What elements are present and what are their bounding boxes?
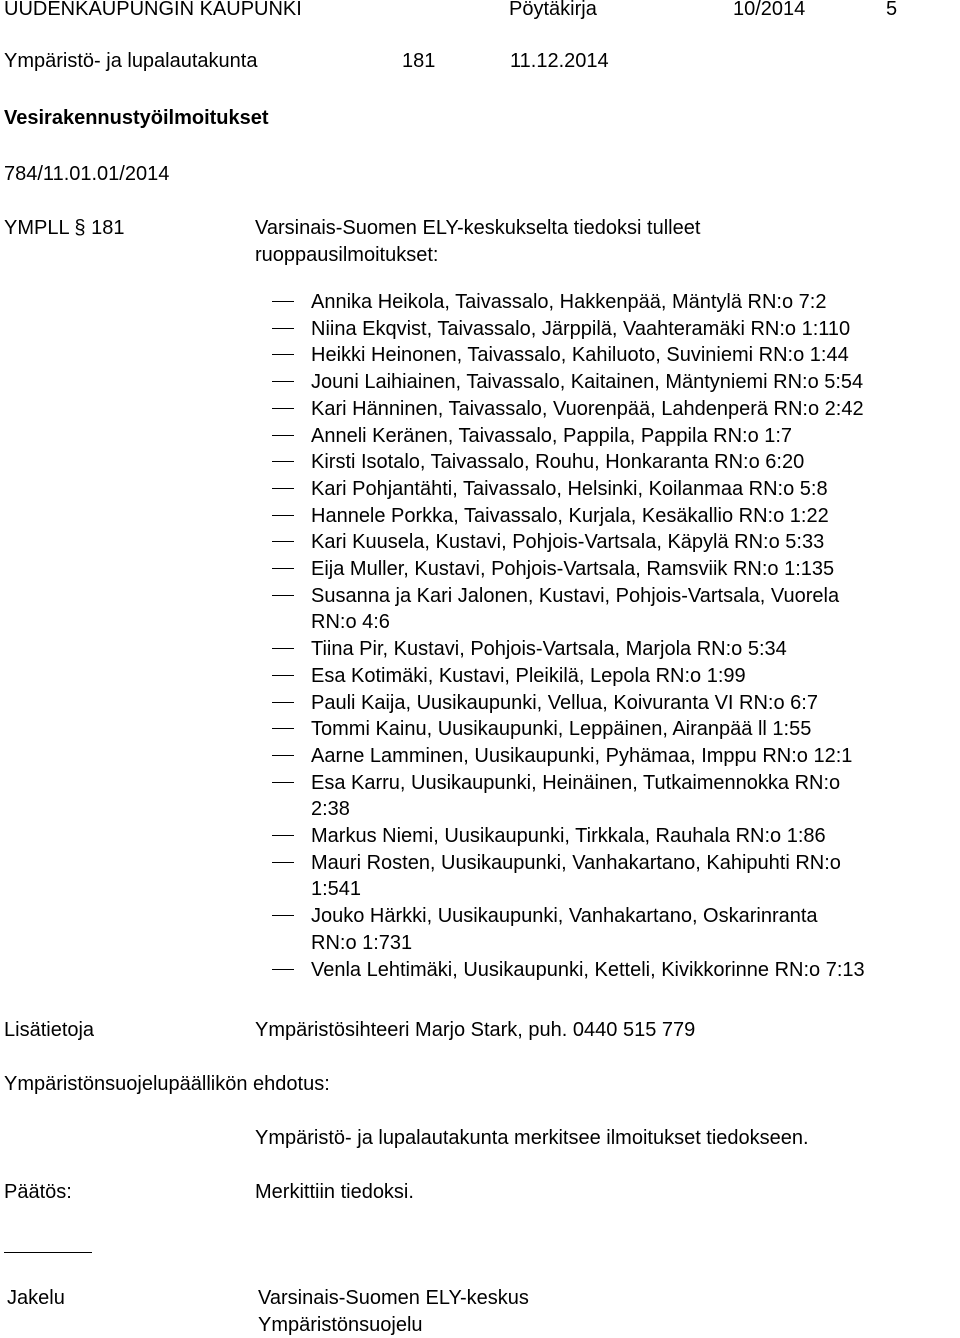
proposal-text: Ympäristö- ja lupalautakunta merkitsee ilmoitukset tiedokseen. [255, 1127, 809, 1149]
notice-text: Annika Heikola, Taivassalo, Hakkenpää, Mäntylä RN:o 7:2 [311, 291, 827, 313]
notice-item [272, 743, 956, 770]
dash-bullet-icon [272, 328, 294, 329]
notice-item [272, 770, 956, 823]
notice-text: Jouni Laihiainen, Taivassalo, Kaitainen, Mäntyniemi RN:o 5:54 [311, 371, 864, 394]
notice-text: Mauri Rosten, Uusikaupunki, Vanhakartano, Kahipuhti RN:o [311, 851, 841, 874]
notice-item [272, 716, 956, 743]
notice-item [272, 663, 956, 690]
dash-bullet-icon [272, 595, 294, 596]
dash-bullet-icon [272, 648, 294, 649]
notice-text: Eija Muller, Kustavi, Pohjois-Vartsala, Ramsviik RN:o 1:135 [311, 558, 835, 580]
notice-text-continued: 2:38 [311, 798, 350, 821]
dash-bullet-icon [272, 702, 294, 703]
notice-text: Niina Ekqvist, Taivassalo, Järppilä, Vaahteramäki RN:o 1:110 [311, 317, 851, 340]
notice-text: Jouko Härkki, Uusikaupunki, Vanhakartano, Oskarinranta [311, 905, 818, 928]
notice-item [272, 957, 956, 984]
distribution-label: Jakelu [7, 1287, 65, 1309]
proposal-label: Ympäristönsuojelupäällikön ehdotus: [4, 1073, 330, 1095]
notice-text: Kirsti Isotalo, Taivassalo, Rouhu, Honkaranta RN:o 6:20 [311, 451, 805, 474]
dash-bullet-icon [272, 782, 294, 783]
record-number: 784/11.01.01/2014 [4, 163, 170, 185]
distribution-recipient: Ympäristönsuojelu [258, 1314, 423, 1336]
notice-item [272, 903, 956, 956]
notice-item [272, 449, 956, 476]
decision-label: Päätös: [4, 1181, 72, 1203]
distribution-recipient: Varsinais-Suomen ELY-keskus [258, 1287, 529, 1309]
section-reference: YMPLL § 181 [4, 217, 125, 239]
dash-bullet-icon [272, 835, 294, 836]
document-type: Pöytäkirja [509, 0, 597, 20]
notice-item [272, 396, 956, 423]
dash-bullet-icon [272, 408, 294, 409]
municipality-name: UUDENKAUPUNGIN KAUPUNKI [4, 0, 302, 20]
notice-text: Susanna ja Kari Jalonen, Kustavi, Pohjois-Vartsala, Vuorela [311, 584, 840, 607]
notice-text: Esa Kotimäki, Kustavi, Pleikilä, Lepola RN:o 1:99 [311, 664, 746, 687]
notice-item [272, 316, 956, 343]
additional-info-label: Lisätietoja [4, 1019, 95, 1041]
document-number: 10/2014 [733, 0, 806, 20]
dash-bullet-icon [272, 435, 294, 436]
dash-bullet-icon [272, 515, 294, 516]
notice-text: Aarne Lamminen, Uusikaupunki, Pyhämaa, Imppu RN:o 12:1 [311, 744, 853, 767]
notice-text: Venla Lehtimäki, Uusikaupunki, Ketteli, Kivikkorinne RN:o 7:13 [311, 958, 865, 981]
notice-text: Tiina Pir, Kustavi, Pohjois-Vartsala, Marjola RN:o 5:34 [311, 638, 787, 661]
dash-bullet-icon [272, 862, 294, 863]
notice-item [272, 690, 956, 717]
notice-text: Kari Pohjantähti, Taivassalo, Helsinki, Koilanmaa RN:o 5:8 [311, 477, 828, 500]
notice-text: Pauli Kaija, Uusikaupunki, Vellua, Koivuranta VI RN:o 6:7 [311, 691, 818, 714]
notice-item [272, 556, 956, 583]
notice-text: Kari Kuusela, Kustavi, Pohjois-Vartsala, Käpylä RN:o 5:33 [311, 531, 825, 554]
meeting-date: 11.12.2014 [510, 50, 609, 72]
notice-text: Anneli Keränen, Taivassalo, Pappila, Pappila RN:o 1:7 [311, 424, 793, 447]
dash-bullet-icon [272, 969, 294, 970]
committee-name: Ympäristö- ja lupalautakunta [4, 50, 258, 72]
dash-bullet-icon [272, 461, 294, 462]
notice-item [272, 529, 956, 556]
notice-item [272, 289, 956, 316]
decision-text: Merkittiin tiedoksi. [255, 1181, 414, 1203]
intro-line-1: Varsinais-Suomen ELY-keskukselta tiedoksi tulleet [255, 217, 701, 239]
page-title: Vesirakennustyöilmoitukset [4, 107, 269, 129]
notice-item [272, 423, 956, 450]
intro-line-2: ruoppausilmoitukset: [255, 244, 439, 266]
dash-bullet-icon [272, 728, 294, 729]
notice-text-continued: RN:o 4:6 [311, 611, 390, 634]
notice-text: Markus Niemi, Uusikaupunki, Tirkkala, Rauhala RN:o 1:86 [311, 825, 826, 847]
notice-item [272, 636, 956, 663]
notice-text-continued: 1:541 [311, 878, 362, 901]
notice-item [272, 342, 956, 369]
notice-text: Hannele Porkka, Taivassalo, Kurjala, Kesäkallio RN:o 1:22 [311, 504, 829, 527]
notice-item [272, 850, 956, 903]
dash-bullet-icon [272, 541, 294, 542]
dash-bullet-icon [272, 301, 294, 302]
notice-item [272, 823, 956, 850]
notice-item [272, 503, 956, 530]
dash-bullet-icon [272, 755, 294, 756]
dash-bullet-icon [272, 915, 294, 916]
section-number: 181 [402, 50, 436, 72]
notice-item [272, 476, 956, 503]
dash-bullet-icon [272, 381, 294, 382]
dash-bullet-icon [272, 675, 294, 676]
divider-line [4, 1252, 92, 1253]
dash-bullet-icon [272, 568, 294, 569]
notice-item [272, 583, 956, 636]
dash-bullet-icon [272, 488, 294, 489]
dash-bullet-icon [272, 354, 294, 355]
notice-text: Kari Hänninen, Taivassalo, Vuorenpää, Lahdenperä RN:o 2:42 [311, 397, 864, 420]
notice-item [272, 369, 956, 396]
notice-text: Tommi Kainu, Uusikaupunki, Leppäinen, Airanpää ll 1:55 [311, 718, 812, 741]
additional-info-value: Ympäristösihteeri Marjo Stark, puh. 0440 515 779 [255, 1019, 696, 1041]
page-number: 5 [886, 0, 898, 20]
notice-text: Esa Karru, Uusikaupunki, Heinäinen, Tutkaimennokka RN:o [311, 771, 841, 794]
notice-text-continued: RN:o 1:731 [311, 931, 413, 954]
notice-text: Heikki Heinonen, Taivassalo, Kahiluoto, Suviniemi RN:o 1:44 [311, 344, 849, 367]
